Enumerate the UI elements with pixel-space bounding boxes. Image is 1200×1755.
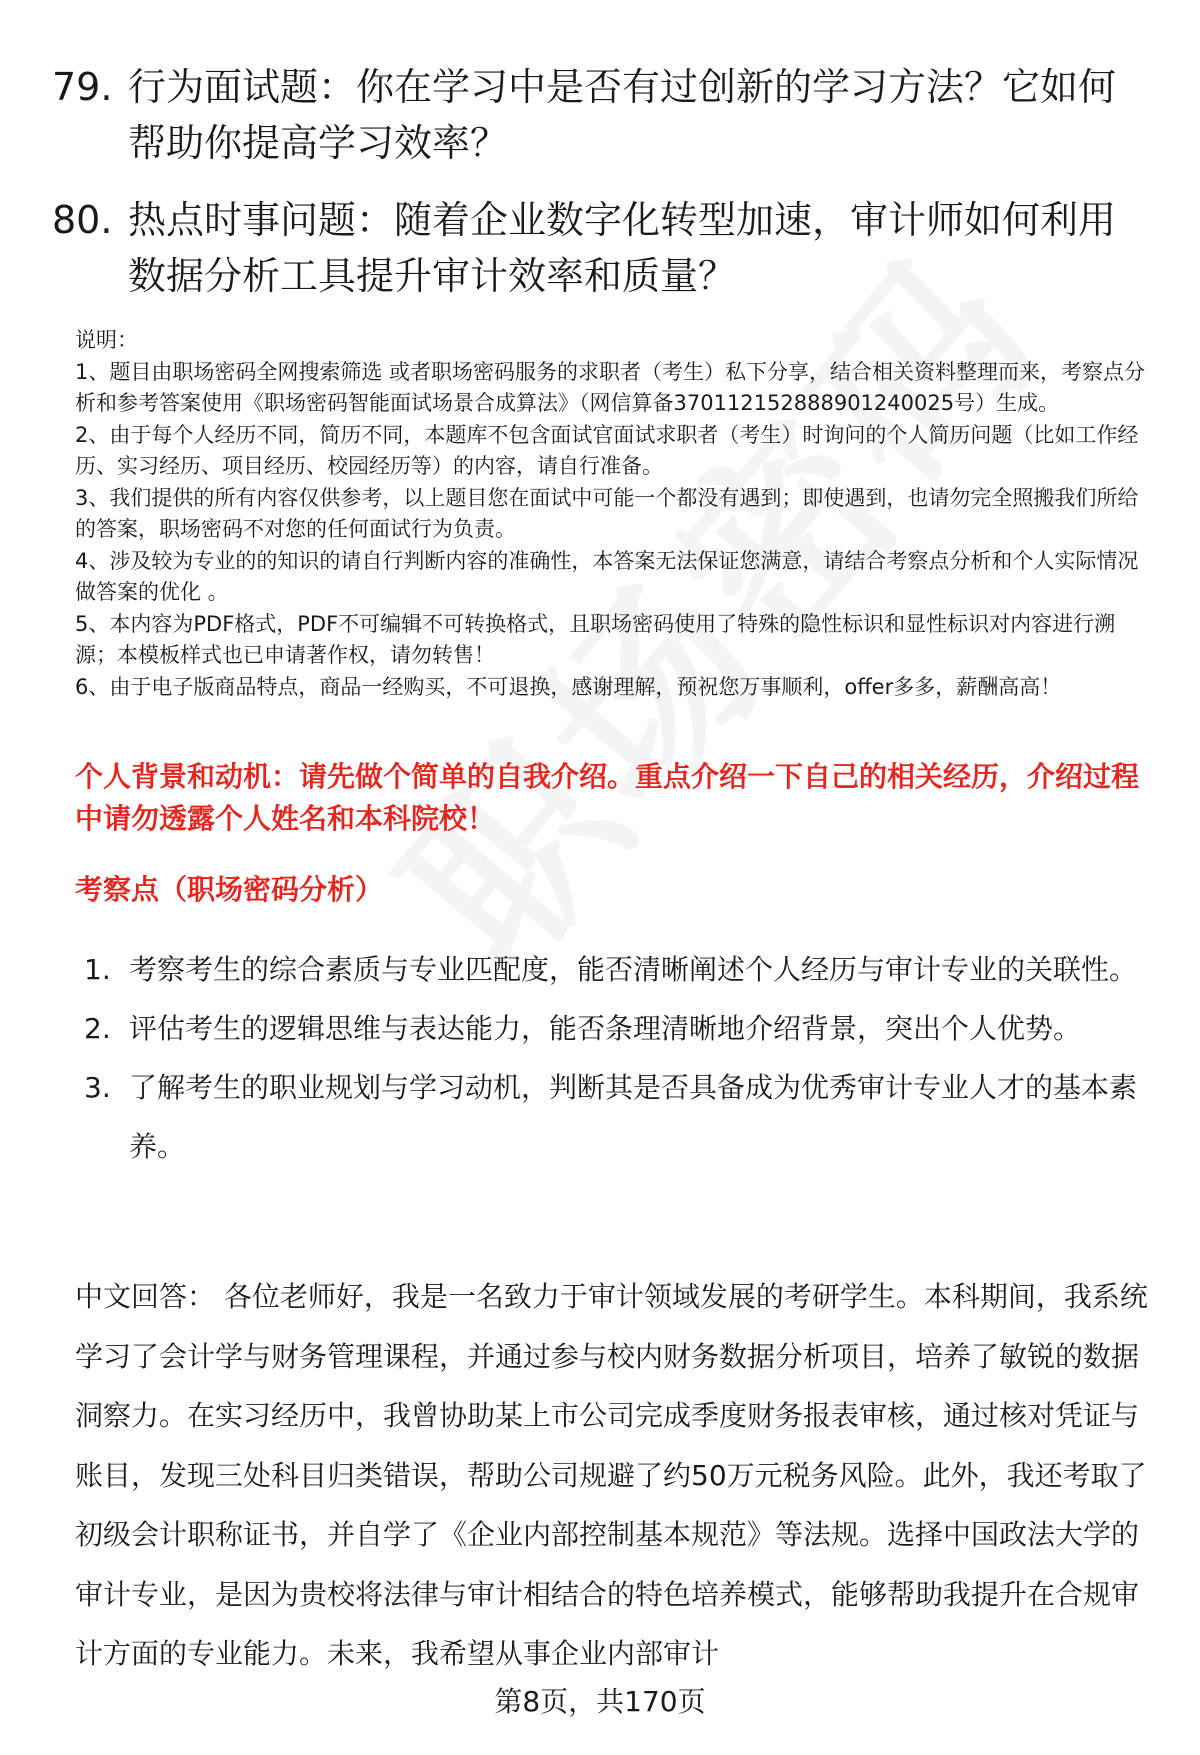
page-footer: 第8页，共170页 (494, 1685, 706, 1718)
analysis-heading: 考察点（职场密码分析） (75, 873, 384, 906)
question-number: 80. (52, 198, 113, 242)
point-text: 评估考生的逻辑思维与表达能力，能否条理清晰地介绍背景，突出个人优势。 (129, 1012, 1082, 1045)
question-79 (52, 59, 1142, 171)
answer-text: 中文回答： 各位老师好，我是一名致力于审计领域发展的考研学生。本科期间，我系统学习了会计学与财务管理课程，并通过参与校内财务数据分析项目，培养了敏锐的数据洞察力。在实习经历中，我曾协助某上市公司完成季度财务报表审核，通过核对凭证与账目，发现三处科目归类错误，帮助公司规避了约50万元税务风险。此外，我还考取了初级会计职称证书，并自学了《企业内部控制基本规范》等法规。选择中国政法大学的审计专业，是因为贵校将法律与审计相结合的特色培养模式，能够帮助我提升在合规审计方面的专业能力。未来，我希望从事企业内部审计 (75, 1280, 1148, 1670)
question-text: 热点时事问题：随着企业数字化转型加速，审计师如何利用数据分析工具提升审计效率和质量？ (128, 198, 1117, 298)
analysis-point (84, 940, 1149, 999)
point-text: 了解考生的职业规划与学习动机，判断其是否具备成为优秀审计专业人才的基本素养。 (129, 1071, 1138, 1163)
note-item: 1、题目由职场密码全网搜索筛选 或者职场密码服务的求职者（考生）私下分享，结合相关资料整理而来，考察点分析和参考答案使用《职场密码智能面试场景合成算法》（网信算备370112152888901240025号）生成。 (75, 359, 1146, 415)
analysis-points (84, 940, 1149, 1176)
point-number: 2. (84, 1012, 111, 1045)
question-number: 79. (52, 65, 113, 109)
point-number: 1. (84, 953, 111, 986)
point-number: 3. (84, 1071, 111, 1104)
analysis-point (84, 1058, 1149, 1176)
notes-section (75, 325, 1150, 703)
question-80 (52, 192, 1142, 304)
question-text: 行为面试题：你在学习中是否有过创新的学习方法？它如何帮助你提高学习效率？ (128, 65, 1117, 165)
note-item: 3、我们提供的所有内容仅供参考，以上题目您在面试中可能一个都没有遇到；即使遇到，也请勿完全照搬我们所给的答案，职场密码不对您的任何面试行为负责。 (75, 485, 1139, 541)
note-item: 6、由于电子版商品特点，商品一经购买，不可退换，感谢理解，预祝您万事顺利，offer多多，薪酬高高！ (75, 674, 1062, 699)
main-question: 个人背景和动机：请先做个简单的自我介绍。重点介绍一下自己的相关经历，介绍过程中请勿透露个人姓名和本科院校！ (75, 760, 1140, 835)
analysis-point (84, 999, 1149, 1058)
note-item: 2、由于每个人经历不同，简历不同，本题库不包含面试官面试求职者（考生）时询问的个人简历问题（比如工作经历、实习经历、项目经历、校园经历等）的内容，请自行准备。 (75, 422, 1139, 478)
note-item: 5、本内容为PDF格式，PDF不可编辑不可转换格式，且职场密码使用了特殊的隐性标识和显性标识对内容进行溯源；本模板样式也已申请著作权，请勿转售！ (75, 611, 1116, 667)
notes-title: 说明： (75, 328, 138, 352)
note-item: 4、涉及较为专业的的知识的请自行判断内容的准确性，本答案无法保证您满意，请结合考察点分析和个人实际情况做答案的优化 。 (75, 548, 1139, 604)
point-text: 考察考生的综合素质与专业匹配度，能否清晰阐述个人经历与审计专业的关联性。 (129, 953, 1138, 986)
